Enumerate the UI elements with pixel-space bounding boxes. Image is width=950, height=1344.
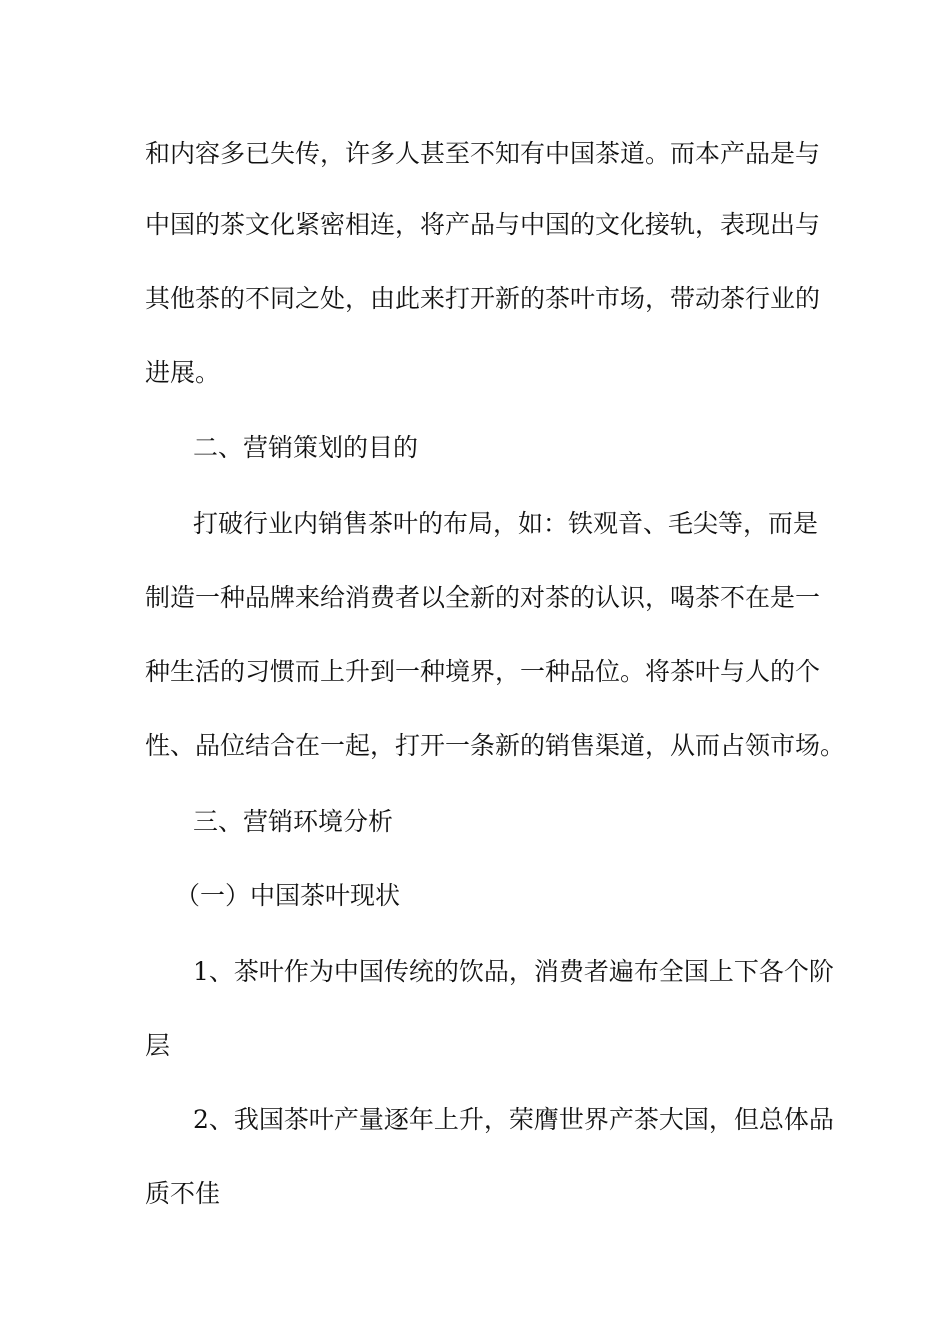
section-heading: 二、营销策划的目的 <box>193 433 419 462</box>
paragraph-line: 进展。 <box>145 358 221 387</box>
list-item-continuation: 层 <box>145 1031 171 1060</box>
list-item: 2、我国茶叶产量逐年上升，荣膺世界产茶大国，但总体品 <box>193 1105 834 1134</box>
paragraph-line: 制造一种品牌来给消费者以全新的对茶的认识，喝茶不在是一 <box>145 583 821 612</box>
subsection-heading: （一）中国茶叶现状 <box>175 881 401 910</box>
paragraph-line: 种生活的习惯而上升到一种境界，一种品位。将茶叶与人的个 <box>145 657 821 686</box>
paragraph-line: 中国的茶文化紧密相连，将产品与中国的文化接轨，表现出与 <box>145 210 821 239</box>
paragraph-line: 和内容多已失传，许多人甚至不知有中国茶道。而本产品是与 <box>145 139 821 168</box>
list-item: 1、茶叶作为中国传统的饮品，消费者遍布全国上下各个阶 <box>193 957 834 986</box>
section-heading: 三、营销环境分析 <box>193 807 394 836</box>
paragraph-line: 性、品位结合在一起，打开一条新的销售渠道，从而占领市场。 <box>145 731 846 760</box>
paragraph-line: 打破行业内销售茶叶的布局，如：铁观音、毛尖等，而是 <box>193 509 819 538</box>
list-item-continuation: 质不佳 <box>145 1179 221 1208</box>
paragraph-line: 其他茶的不同之处，由此来打开新的茶叶市场，带动茶行业的 <box>145 284 821 313</box>
